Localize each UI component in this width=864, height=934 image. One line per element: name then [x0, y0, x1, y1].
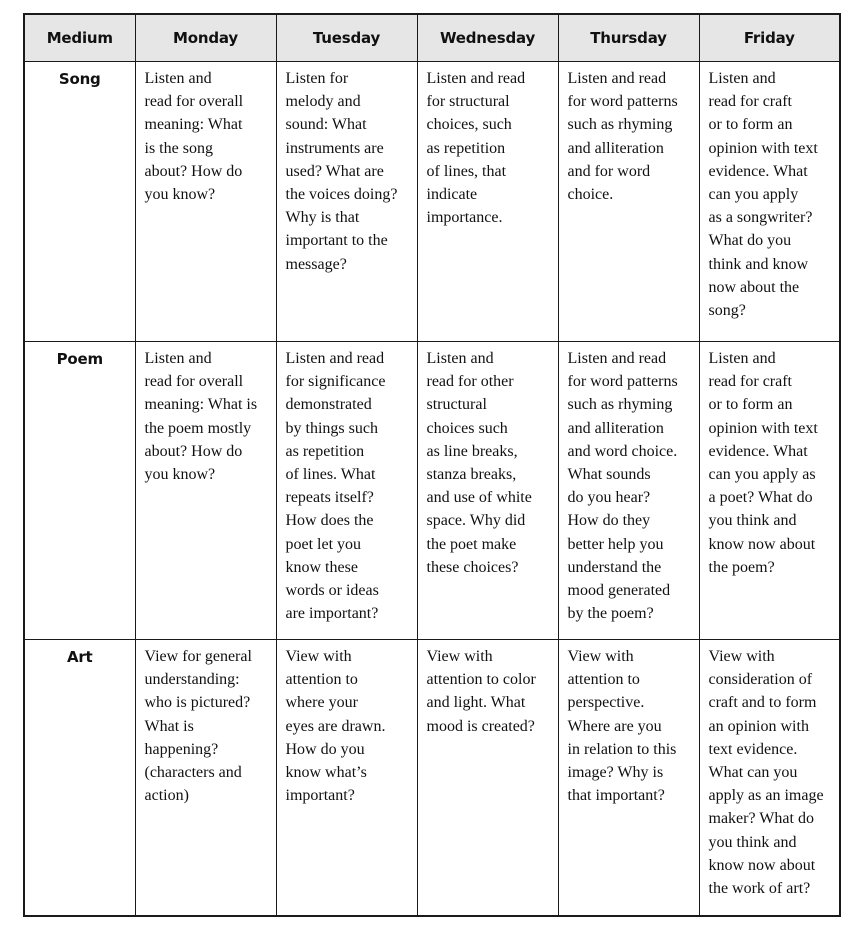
- cell-text-line: What do you: [708, 232, 792, 250]
- cell-text-line: meaning: What is: [144, 396, 258, 414]
- cell-text-line: read for overall: [144, 373, 244, 391]
- cell-text-line: such as rhyming: [567, 116, 673, 134]
- cell-text-line: View with: [708, 648, 775, 665]
- cell-text-line: Listen and: [426, 350, 494, 367]
- table-row: [24, 640, 840, 916]
- medium-label: Art: [24, 640, 135, 916]
- cell-text-line: choice.: [567, 186, 614, 204]
- cell-text-line: Listen and: [144, 350, 212, 367]
- cell-text-line: you know?: [144, 466, 216, 484]
- cell-text-line: (characters and: [144, 764, 242, 782]
- table-cell: [699, 62, 840, 342]
- header-tuesday: Tuesday: [276, 14, 417, 62]
- cell-text-line: do you hear?: [567, 489, 651, 507]
- cell-text-line: attention to color: [426, 671, 536, 689]
- cell-text-line: read for craft: [708, 93, 792, 111]
- cell-text-line: read for craft: [708, 373, 792, 391]
- cell-text-line: of lines, that: [426, 162, 507, 180]
- cell-text-line: and for word: [567, 162, 651, 180]
- cell-text-line: important to the: [285, 232, 388, 250]
- cell-text-line: attention to: [285, 671, 358, 689]
- table-cell: [699, 640, 840, 916]
- cell-text-line: can you apply as: [708, 466, 816, 484]
- table-cell: [558, 640, 699, 916]
- cell-text-line: Why is that: [285, 209, 360, 227]
- cell-text-line: structural: [426, 396, 487, 414]
- medium-label: Song: [24, 62, 135, 342]
- cell-text-line: now about the: [708, 278, 800, 296]
- table-cell: [417, 342, 558, 640]
- cell-text-line: choices such: [426, 419, 508, 437]
- cell-text-line: song?: [708, 302, 746, 320]
- table-cell: [558, 62, 699, 342]
- cell-text-line: you know?: [144, 186, 216, 204]
- medium-label: Poem: [24, 342, 135, 640]
- header-wednesday: Wednesday: [417, 14, 558, 62]
- cell-text-line: of lines. What: [285, 466, 376, 484]
- cell-text-line: understand the: [567, 558, 662, 576]
- cell-text-line: read for overall: [144, 93, 244, 111]
- cell-text-line: you think and: [708, 833, 797, 851]
- cell-text-line: indicate: [426, 186, 478, 204]
- cell-text-line: by the poem?: [567, 605, 654, 623]
- cell-text-line: maker? What do: [708, 810, 814, 828]
- cell-text-line: evidence. What: [708, 162, 808, 180]
- cell-text-line: words or ideas: [285, 582, 379, 600]
- cell-text-line: melody and: [285, 93, 361, 111]
- cell-text-line: Listen and: [708, 350, 776, 367]
- cell-text-line: in relation to this: [567, 740, 677, 758]
- cell-text-line: eyes are drawn.: [285, 717, 386, 735]
- cell-text-line: for significance: [285, 373, 386, 391]
- cell-text-line: know these: [285, 558, 358, 576]
- header-monday: Monday: [135, 14, 276, 62]
- cell-text-line: Listen and: [144, 70, 212, 87]
- cell-text-line: stanza breaks,: [426, 466, 517, 484]
- cell-text-line: Listen and read: [567, 350, 667, 367]
- table-cell: [276, 640, 417, 916]
- cell-text-line: for structural: [426, 93, 510, 111]
- cell-text-line: How do you: [285, 740, 365, 758]
- cell-text-line: View for general: [144, 648, 252, 665]
- weekly-reading-table: [23, 13, 841, 917]
- cell-text-line: know what’s: [285, 764, 367, 782]
- cell-text-line: who is pictured?: [144, 694, 251, 712]
- header-medium: Medium: [24, 14, 135, 62]
- cell-text-line: think and know: [708, 255, 809, 273]
- cell-text-line: apply as an image: [708, 787, 824, 805]
- cell-text-line: important?: [285, 787, 355, 805]
- cell-text-line: are important?: [285, 605, 379, 623]
- cell-text-line: Listen and read: [426, 70, 526, 87]
- table-cell: [276, 342, 417, 640]
- cell-text-line: image? Why is: [567, 764, 664, 782]
- table-cell: [417, 640, 558, 916]
- cell-text-line: and use of white: [426, 489, 532, 507]
- cell-text-line: repeats itself?: [285, 489, 374, 507]
- table-cell: [135, 62, 276, 342]
- cell-text-line: and alliteration: [567, 419, 664, 437]
- cell-text-line: where your: [285, 694, 358, 712]
- cell-text-line: poet let you: [285, 535, 362, 553]
- cell-text-line: sound: What: [285, 116, 367, 134]
- cell-text-line: What is: [144, 717, 194, 735]
- cell-text-line: importance.: [426, 209, 503, 227]
- cell-text-line: you think and: [708, 512, 797, 530]
- cell-text-line: as repetition: [285, 442, 365, 460]
- cell-text-line: happening?: [144, 740, 219, 758]
- cell-text-line: Listen and read: [567, 70, 667, 87]
- cell-text-line: instruments are: [285, 139, 384, 157]
- header-friday: Friday: [699, 14, 840, 62]
- cell-text-line: View with: [426, 648, 493, 665]
- table-cell: [135, 640, 276, 916]
- table-cell: [417, 62, 558, 342]
- cell-text-line: these choices?: [426, 558, 519, 576]
- cell-text-line: by things such: [285, 419, 378, 437]
- table-row: [24, 342, 840, 640]
- cell-text-line: better help you: [567, 535, 664, 553]
- cell-text-line: Listen and: [708, 70, 776, 87]
- cell-text-line: used? What are: [285, 162, 384, 180]
- cell-text-line: as a songwriter?: [708, 209, 813, 227]
- cell-text-line: choices, such: [426, 116, 512, 134]
- cell-text-line: an opinion with: [708, 717, 809, 735]
- cell-text-line: mood is created?: [426, 717, 535, 735]
- cell-text-line: the poem?: [708, 558, 775, 576]
- cell-text-line: know now about: [708, 535, 816, 553]
- cell-text-line: craft and to form: [708, 694, 817, 712]
- cell-text-line: a poet? What do: [708, 489, 813, 507]
- cell-text-line: or to form an: [708, 396, 793, 414]
- cell-text-line: such as rhyming: [567, 396, 673, 414]
- cell-text-line: What sounds: [567, 466, 651, 484]
- cell-text-line: opinion with text: [708, 419, 818, 437]
- cell-text-line: Where are you: [567, 717, 662, 735]
- cell-text-line: action): [144, 787, 189, 805]
- cell-text-line: about? How do: [144, 442, 243, 460]
- header-row: [24, 14, 840, 62]
- cell-text-line: for word patterns: [567, 373, 678, 391]
- cell-text-line: understanding:: [144, 671, 240, 689]
- cell-text-line: How do they: [567, 512, 651, 530]
- cell-text-line: meaning: What: [144, 116, 243, 134]
- table-cell: [699, 342, 840, 640]
- cell-text-line: about? How do: [144, 162, 243, 180]
- cell-text-line: View with: [567, 648, 634, 665]
- cell-text-line: Listen and read: [285, 350, 385, 367]
- cell-text-line: What can you: [708, 764, 798, 782]
- cell-text-line: as line breaks,: [426, 442, 518, 460]
- table-cell: [135, 342, 276, 640]
- table-cell: [558, 342, 699, 640]
- cell-text-line: perspective.: [567, 694, 645, 712]
- cell-text-line: demonstrated: [285, 396, 372, 414]
- cell-text-line: that important?: [567, 787, 665, 805]
- header-thursday: Thursday: [558, 14, 699, 62]
- cell-text-line: message?: [285, 255, 347, 273]
- cell-text-line: is the song: [144, 139, 213, 157]
- cell-text-line: space. Why did: [426, 512, 526, 530]
- cell-text-line: the poet make: [426, 535, 517, 553]
- cell-text-line: for word patterns: [567, 93, 678, 111]
- cell-text-line: text evidence.: [708, 740, 798, 758]
- cell-text-line: evidence. What: [708, 442, 808, 460]
- cell-text-line: and word choice.: [567, 442, 678, 460]
- cell-text-line: the work of art?: [708, 880, 811, 898]
- cell-text-line: read for other: [426, 373, 514, 391]
- cell-text-line: can you apply: [708, 186, 799, 204]
- cell-text-line: know now about: [708, 856, 816, 874]
- cell-text-line: Listen for: [285, 70, 349, 87]
- cell-text-line: View with: [285, 648, 352, 665]
- cell-text-line: mood generated: [567, 582, 671, 600]
- cell-text-line: attention to: [567, 671, 640, 689]
- cell-text-line: and light. What: [426, 694, 526, 712]
- cell-text-line: and alliteration: [567, 139, 664, 157]
- cell-text-line: the poem mostly: [144, 419, 252, 437]
- table-cell: [276, 62, 417, 342]
- cell-text-line: the voices doing?: [285, 186, 398, 204]
- cell-text-line: How does the: [285, 512, 374, 530]
- cell-text-line: opinion with text: [708, 139, 818, 157]
- cell-text-line: as repetition: [426, 139, 506, 157]
- cell-text-line: or to form an: [708, 116, 793, 134]
- table-row: [24, 62, 840, 342]
- cell-text-line: consideration of: [708, 671, 813, 689]
